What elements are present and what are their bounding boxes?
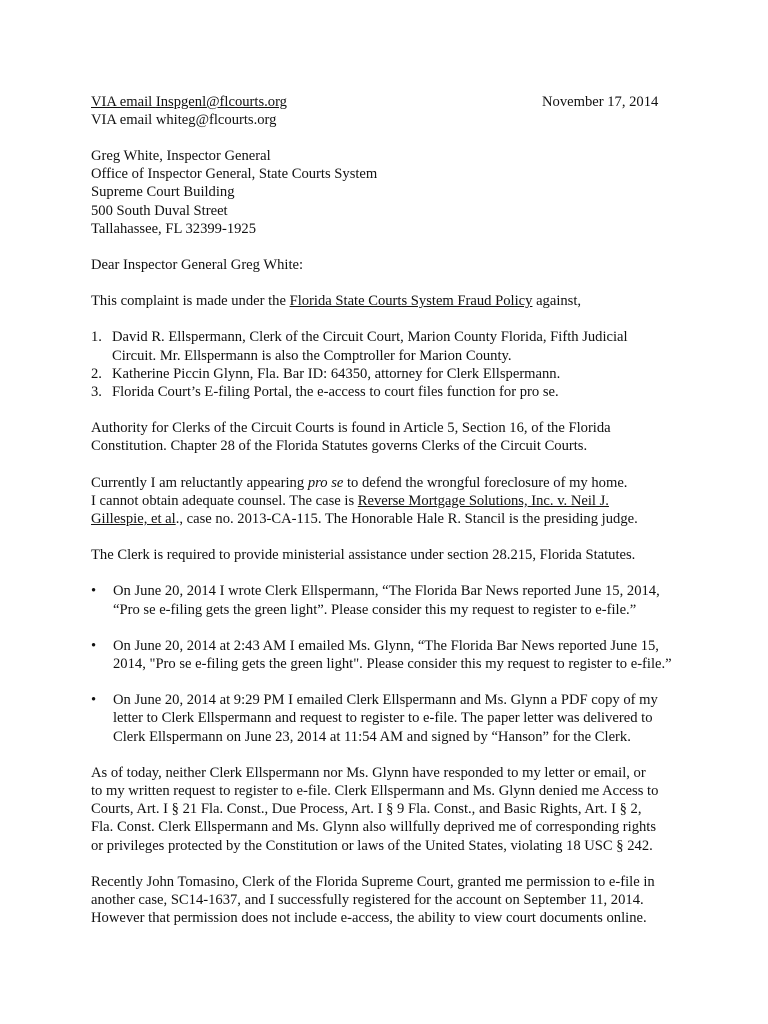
spacer	[91, 456, 671, 474]
list-item	[91, 328, 671, 364]
list-item	[91, 582, 671, 618]
list-item-text: Clerk Ellspermann on June 23, 2014 at 11:54 AM and signed by “Hanson” for the Clerk.	[113, 728, 631, 745]
case-name-link-cont[interactable]: Gillespie, et al	[91, 511, 176, 528]
as-of-today-paragraph	[91, 764, 671, 855]
address-line: Tallahassee, FL 32399-1925	[91, 220, 257, 237]
letter-header	[91, 93, 671, 129]
list-item-text: On June 20, 2014 I wrote Clerk Ellspermann, “The Florida Bar News reported June 15, 2014,	[113, 583, 660, 600]
pro-se-italic: pro se	[307, 474, 344, 491]
intro-text: This complaint is made under the	[91, 293, 290, 310]
paragraph-line: Fla. Const. Clerk Ellspermann and Ms. Glynn also willfully deprived me of corresponding rights	[91, 819, 657, 836]
spacer	[91, 564, 671, 582]
paragraph-line	[91, 510, 671, 528]
events-list	[91, 582, 671, 745]
list-item	[91, 365, 671, 383]
paragraph-line: to my written request to register to e-file. Clerk Ellspermann and Ms. Glynn denied me Access to	[91, 783, 659, 800]
complaint-list	[91, 328, 671, 401]
spacer	[91, 528, 671, 546]
salutation: Dear Inspector General Greg White:	[91, 257, 304, 274]
bullet-icon: •	[91, 692, 97, 709]
list-number: 2.	[91, 365, 102, 382]
letter-date: November 17, 2014	[542, 94, 659, 110]
paragraph-text: Currently I am reluctantly appearing	[91, 474, 308, 491]
via-email-line-1-text	[91, 94, 287, 110]
spacer	[91, 274, 671, 292]
paragraph-line: As of today, neither Clerk Ellspermann nor Ms. Glynn have responded to my letter or email, or	[91, 764, 646, 781]
case-name-link[interactable]: Reverse Mortgage Solutions, Inc. v. Neil J.	[357, 492, 609, 509]
bullet-icon: •	[91, 583, 97, 600]
recipient-address	[91, 147, 671, 238]
list-item-text: Katherine Piccin Glynn, Fla. Bar ID: 64350, attorney for Clerk Ellspermann.	[112, 365, 561, 382]
paragraph-line: Authority for Clerks of the Circuit Courts is found in Article 5, Section 16, of the Florida	[91, 420, 611, 437]
paragraph-text: I cannot obtain adequate counsel. The case is	[91, 492, 358, 509]
paragraph-line: Constitution. Chapter 28 of the Florida Statutes governs Clerks of the Circuit Courts.	[91, 438, 588, 455]
spacer	[91, 310, 671, 328]
paragraph-line	[91, 474, 671, 492]
spacer	[91, 855, 671, 873]
fraud-policy-link[interactable]: Florida State Courts System Fraud Policy	[289, 293, 533, 310]
list-item-text: 2014, "Pro se e-filing gets the green light". Please consider this my request to register to e-file.”	[113, 656, 672, 673]
intro-paragraph	[91, 292, 671, 310]
recently-paragraph	[91, 873, 671, 928]
inspgenl-email-link[interactable]: Inspgenl@flcourts.org	[155, 94, 287, 110]
paragraph-line	[91, 492, 671, 510]
currently-paragraph	[91, 474, 671, 529]
list-number: 3.	[91, 384, 102, 401]
paragraph-line: However that permission does not include e-access, the ability to view court documents online.	[91, 910, 647, 927]
via-email-line-2: VIA email whiteg@flcourts.org	[91, 112, 277, 129]
spacer	[91, 401, 671, 419]
list-item-text: “Pro se e-filing gets the green light”. Please consider this my request to register to e-file.”	[113, 601, 637, 618]
via-email-prefix: VIA email	[91, 94, 156, 110]
list-number: 1.	[91, 329, 102, 346]
list-item-text: Florida Court’s E-filing Portal, the e-access to court files function for pro se.	[112, 384, 559, 401]
paragraph-line: Courts, Art. I § 21 Fla. Const., Due Process, Art. I § 9 Fla. Const., and Basic Rights, Art. I § 2,	[91, 801, 642, 818]
address-line: 500 South Duval Street	[91, 202, 228, 219]
letter-body	[91, 93, 671, 928]
spacer	[91, 129, 671, 147]
list-item-text: letter to Clerk Ellspermann and request to register to e-file. The paper letter was delivered to	[113, 710, 653, 727]
address-line: Office of Inspector General, State Courts System	[91, 166, 378, 183]
list-item-text: On June 20, 2014 at 2:43 AM I emailed Ms. Glynn, “The Florida Bar News reported June 15,	[113, 637, 659, 654]
paragraph-line: or privileges protected by the Constitution or laws of the United States, violating 18 USC § 242.	[91, 837, 653, 854]
bullet-icon: •	[91, 637, 97, 654]
list-item-text: On June 20, 2014 at 9:29 PM I emailed Clerk Ellspermann and Ms. Glynn a PDF copy of my	[113, 692, 658, 709]
list-item	[91, 691, 671, 746]
paragraph-text: ., case no. 2013-CA-115. The Honorable Hale R. Stancil is the presiding judge.	[175, 511, 638, 528]
intro-text-end: against,	[532, 293, 582, 310]
paragraph-line: Recently John Tomasino, Clerk of the Florida Supreme Court, granted me permission to e-file in	[91, 873, 655, 890]
paragraph-line: another case, SC14-1637, and I successfully registered for the account on September 11, 2014.	[91, 892, 644, 909]
clerk-duty-paragraph: The Clerk is required to provide ministerial assistance under section 28.215, Florida Statutes.	[91, 547, 636, 564]
authority-paragraph	[91, 419, 671, 455]
spacer	[91, 238, 671, 256]
list-item	[91, 383, 671, 401]
address-line: Supreme Court Building	[91, 184, 235, 201]
paragraph-text: to defend the wrongful foreclosure of my home.	[343, 474, 628, 491]
list-item-text: Circuit. Mr. Ellspermann is also the Comptroller for Marion County.	[112, 347, 512, 364]
list-item	[91, 637, 671, 673]
list-item-text: David R. Ellspermann, Clerk of the Circuit Court, Marion County Florida, Fifth Judicial	[112, 329, 628, 346]
address-line: Greg White, Inspector General	[91, 148, 271, 164]
